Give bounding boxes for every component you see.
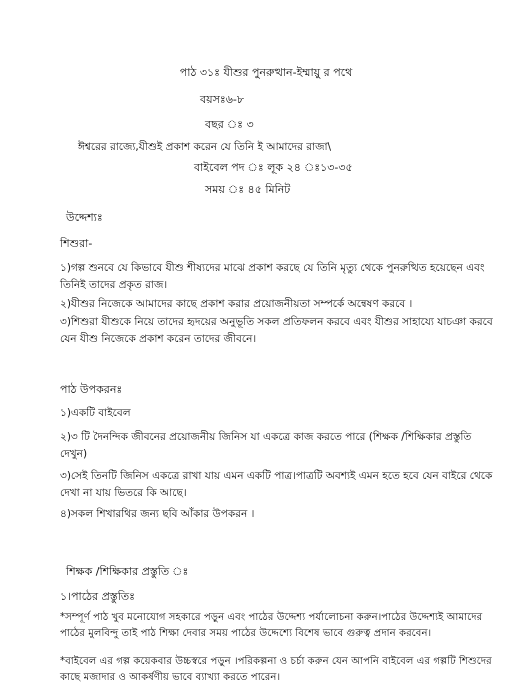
objectives-heading: উদ্দেশ্যঃ — [66, 211, 103, 224]
material-item: ৪)সকল শিখারথির জন্য ছবি আঁকার উপকরন । — [60, 508, 255, 520]
age-range: বয়সঃ৬-৮ — [200, 93, 244, 106]
material-item: ১)একটি বাইবেল — [60, 407, 131, 419]
lesson-year: বছর ঃ ৩ — [205, 118, 254, 131]
lesson-theme: ঈশ্বরের রাজ্যে,যীশুই প্রকাশ করেন যে তিনি ই আমাদের রাজা\ — [78, 141, 332, 153]
bible-passage: বাইবেল পদ ঃ লূক ২৪ ঃ১৩-৩৫ — [194, 161, 353, 174]
materials-heading: পাঠ উপকরনঃ — [60, 383, 123, 396]
objectives-subheading: শিশুরা- — [60, 237, 93, 250]
material-item: ২)৩ টি দৈনন্দিক জীবনের প্রয়োজনীয় জিনিস যা একত্রে কাজ করতে পারে (শিক্ষক /শিক্ষিকার প্রস্তুতি দেখুন) — [60, 431, 472, 460]
prep-paragraph: *বাইবেল এর গল্প কয়েকবার উচ্চস্বরে পড়ুন ।পরিকল্পনা ও চর্চা করুন যেন আপনি বাইবেল এর গল্পটি শিশুদের কাছে মজাদার ও আকর্ষণীয় ভাবে ব্যাখ্যা করতে পারেন। — [60, 656, 492, 683]
objective-item: ২)যীশুর নিজেকে আমাদের কাছে প্রকাশ করার প্রয়োজনীয়তা সম্পর্কে অন্বেষণ করবে । — [60, 298, 413, 310]
teacher-prep-heading: শিক্ষক /শিক্ষিকার প্রস্তুতি ঃ — [66, 565, 189, 578]
objective-item: ৩)শিশুরা যীশুকে নিয়ে তাদের হৃদয়ের অনুভূতি সকল প্রতিফলন করবে এবং যীশুর সাহায্যে যাচঞা করবে যেন যীশু নিজেকে প্রকাশ করেন তাদের জীবনে। — [60, 316, 493, 345]
material-item: ৩)সেই তিনটি জিনিস একত্রে রাখা যায় এমন একটি পাত্র।পাত্রটি অবশ্যই এমন হতে হবে যেন বাইরে থেকে দেখা না যায় ভিতরে কি আছে। — [60, 470, 493, 499]
lesson-title: পাঠ ৩১ঃ যীশুর পুনরুত্থান-ইম্মায়ু র পথে — [179, 66, 353, 79]
objective-item: ১)গল্প শুনবে যে কিভাবে যীশু শীষ্যদের মাঝে প্রকাশ করছে যে তিনি মৃত্যু থেকে পুনরুত্থিত হয়েছেন এবং তিনিই তাদের প্রকৃত রাজ। — [60, 262, 485, 291]
teacher-prep-subheading: ১।পাঠের প্রস্তুতিঃ — [60, 590, 135, 603]
lesson-duration: সময় ঃ ৪৫ মিনিট — [205, 183, 291, 196]
prep-paragraph: *সম্পূর্ণ পাঠ খুব মনোযোগ সহকারে পড়ুন এবং পাঠের উদ্দেশ্য পর্যালোচনা করুন।পাঠের উদ্দেশ্যই আমাদের পাঠের মুলবিন্দু তাই পাঠ শিক্ষা দেবার সময় পাঠের উদ্দেশ্যে বিশেষ ভাবে গুরুত্ব প্রদান করবেন। — [60, 612, 483, 639]
